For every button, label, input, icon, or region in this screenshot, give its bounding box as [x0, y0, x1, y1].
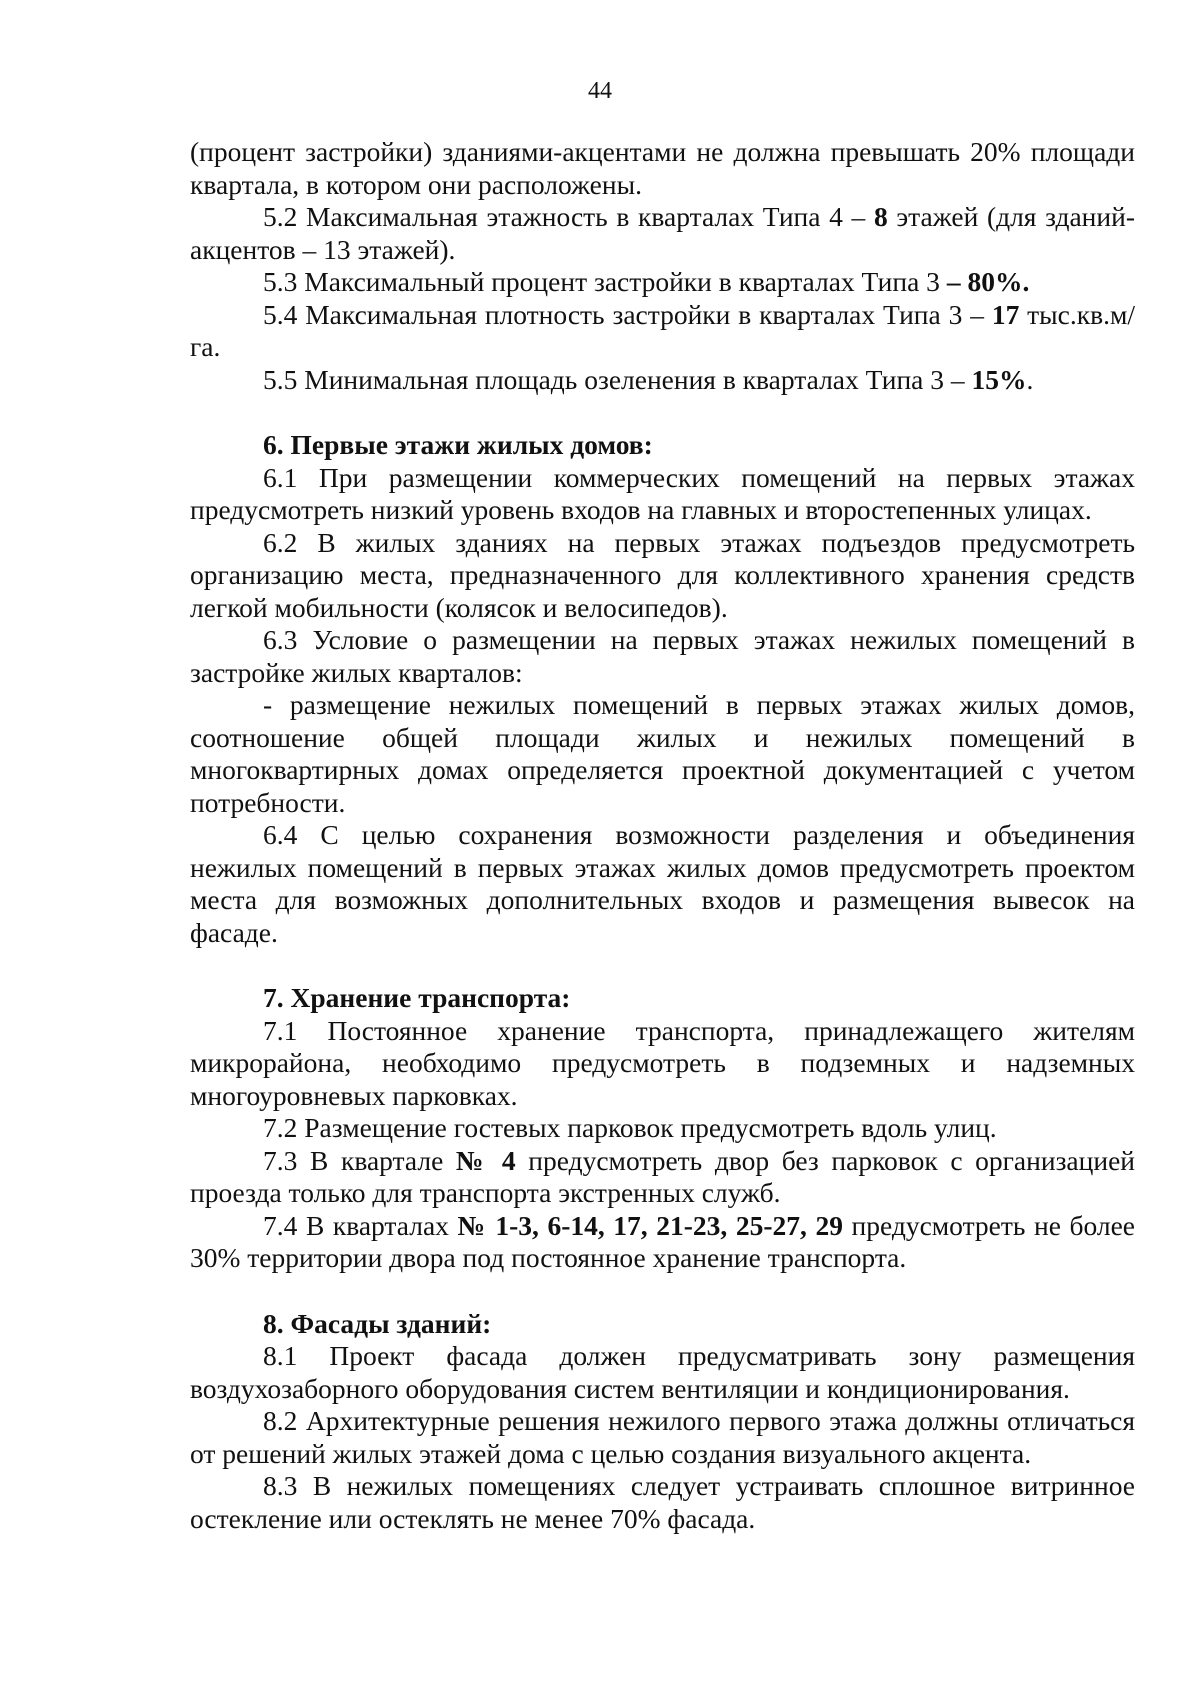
paragraph-continuation: (процент застройки) зданиями-акцентами не должна превышать 20% площади квартала, в котором они расположены.	[190, 136, 1135, 200]
text-run: предусмотреть не более 30% территории двора под постоянное хранение транспорта.	[190, 1209, 1136, 1273]
paragraph-7-4	[190, 1210, 1135, 1275]
text-run: этажей (для зданий-акцентов – 13 этажей).	[190, 201, 1135, 265]
paragraph-7-3	[190, 1145, 1135, 1210]
bold-run: № 1-3, 6-14, 17, 21-23, 25-27, 29	[457, 1209, 843, 1241]
paragraph-8-2: 8.2 Архитектурные решения нежилого первого этажа должны отличаться от решений жилых этажей дома с целью создания визуального акцента.	[190, 1405, 1135, 1469]
paragraph-8-1: 8.1 Проект фасада должен предусматривать зону размещения воздухозаборного оборудования систем вентиляции и кондиционирования.	[190, 1340, 1135, 1404]
list-item: - размещение нежилых помещений в первых этажах жилых домов, соотношение общей площади жилых и нежилых помещений в многоквартирных домах определяется проектной документацией с учетом потребности.	[190, 689, 1135, 818]
paragraph-5-4	[190, 299, 1135, 364]
bold-run: 15%	[971, 363, 1027, 395]
document-body	[190, 136, 1135, 1535]
text-run: 7.4 В кварталах	[263, 1209, 458, 1241]
section-heading-6: 6. Первые этажи жилых домов:	[263, 429, 653, 460]
bold-run: 17	[991, 298, 1020, 330]
section-heading-7: 7. Хранение транспорта:	[263, 982, 571, 1013]
section-heading-8: 8. Фасады зданий:	[263, 1307, 492, 1339]
paragraph-6-2: 6.2 В жилых зданиях на первых этажах подъездов предусмотреть организацию места, предназначенного для коллективного хранения средств легкой мобильности (колясок и велосипедов).	[190, 526, 1135, 623]
text-run: предусмотреть двор без парковок с организацией проезда только для транспорта экстренных служб.	[190, 1144, 1135, 1208]
bold-run: – 80%.	[946, 266, 1030, 297]
text-run: тыс.кв.м/га.	[190, 298, 1136, 362]
paragraph-8-3: 8.3 В нежилых помещениях следует устраивать сплошное витринное остекление или остеклять не менее 70% фасада.	[190, 1470, 1135, 1534]
paragraph-6-1: 6.1 При размещении коммерческих помещений на первых этажах предусмотреть низкий уровень входов на главных и второстепенных улицах.	[190, 461, 1135, 525]
bold-run: № 4	[455, 1144, 516, 1176]
bold-run: 8	[873, 201, 888, 232]
paragraph-7-1: 7.1 Постоянное хранение транспорта, принадлежащего жителям микрорайона, необходимо предусмотреть в подземных и надземных многоуровневых парковках.	[190, 1014, 1135, 1111]
page-number: 44	[588, 78, 612, 104]
text-run: 5.2 Максимальная этажность в кварталах Типа 4 –	[263, 201, 874, 232]
paragraph-6-3: 6.3 Условие о размещении на первых этажах нежилых помещений в застройке жилых кварталов:	[190, 624, 1135, 688]
paragraph-5-2	[190, 201, 1135, 266]
text-run: .	[1026, 363, 1034, 395]
text-run: 5.5 Минимальная площадь озеленения в кварталах Типа 3 –	[263, 363, 972, 395]
text-run: 5.3 Максимальный процент застройки в кварталах Типа 3	[263, 266, 947, 297]
paragraph-7-2: 7.2 Размещение гостевых парковок предусмотреть вдоль улиц.	[263, 1112, 997, 1143]
paragraph-6-4: 6.4 С целью сохранения возможности разделения и объединения нежилых помещений в первых этажах жилых домов предусмотреть проектом места для возможных дополнительных входов и размещения вывесок на фасаде.	[190, 819, 1135, 948]
paragraph-5-5	[190, 364, 1135, 397]
paragraph-5-3	[190, 266, 1135, 299]
text-run: 7.3 В квартале	[263, 1144, 456, 1176]
text-run: 5.4 Максимальная плотность застройки в кварталах Типа 3 –	[263, 298, 992, 330]
